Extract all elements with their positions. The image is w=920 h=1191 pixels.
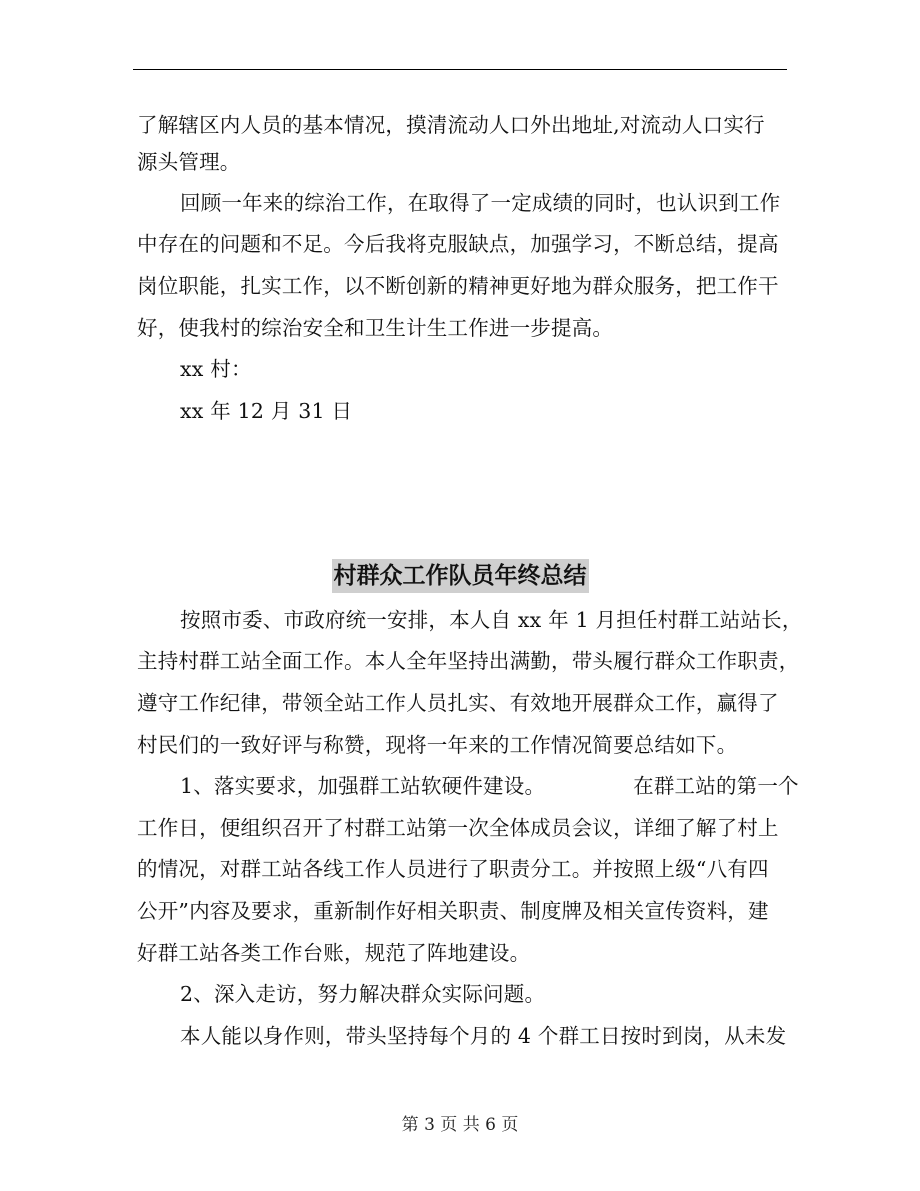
section-1-heading: 1、落实要求，加强群工站软硬件建设。 bbox=[180, 774, 546, 798]
paragraph-line: 了解辖区内人员的基本情况，摸清流动人口外出地址,对流动人口实行 bbox=[137, 113, 765, 137]
header-rule bbox=[133, 69, 787, 70]
signature-date: xx 年 12 月 31 日 bbox=[180, 399, 353, 423]
paragraph-line: 本人能以身作则，带头坚持每个月的 4 个群工日按时到岗，从未发 bbox=[180, 1024, 787, 1048]
page-footer: 第 3 页 共 6 页 bbox=[401, 1115, 519, 1135]
section-2-heading: 2、深入走访，努力解决群众实际问题。 bbox=[180, 982, 546, 1006]
paragraph-line: 工作日，便组织召开了村群工站第一次全体成员会议，详细了解了村上 bbox=[137, 816, 779, 840]
paragraph-line: 好群工站各类工作台账，规范了阵地建设。 bbox=[137, 941, 531, 965]
paragraph-line: 公开”内容及要求，重新制作好相关职责、制度牌及相关宣传资料，建 bbox=[137, 899, 769, 923]
title-block bbox=[0, 559, 920, 593]
paragraph-line: 村民们的一致好评与称赞，现将一年来的工作情况简要总结如下。 bbox=[137, 733, 738, 757]
paragraph-line: 的情况，对群工站各线工作人员进行了职责分工。并按照上级“八有四 bbox=[137, 857, 769, 881]
paragraph-line: 好，使我村的综治安全和卫生计生工作进一步提高。 bbox=[137, 316, 614, 340]
signature-village: xx 村： bbox=[180, 357, 252, 381]
paragraph-line: 中存在的问题和不足。今后我将克服缺点，加强学习，不断总结，提高 bbox=[137, 232, 779, 256]
paragraph-line: 回顾一年来的综治工作，在取得了一定成绩的同时，也认识到工作 bbox=[180, 191, 781, 215]
paragraph-line: 源头管理。 bbox=[137, 150, 241, 174]
section-1-text: 在群工站的第一个 bbox=[633, 774, 799, 798]
section-1-first-line bbox=[180, 772, 799, 800]
document-title: 村群众工作队员年终总结 bbox=[332, 559, 589, 593]
paragraph-line: 遵守工作纪律，带领全站工作人员扎实、有效地开展群众工作，赢得了 bbox=[137, 691, 779, 715]
paragraph-line: 岗位职能，扎实工作，以不断创新的精神更好地为群众服务，把工作干 bbox=[137, 274, 779, 298]
paragraph-line: 按照市委、市政府统一安排，本人自 xx 年 1 月担任村群工站站长， bbox=[180, 608, 803, 632]
paragraph-line: 主持村群工站全面工作。本人全年坚持出满勤，带头履行群众工作职责， bbox=[137, 649, 800, 673]
